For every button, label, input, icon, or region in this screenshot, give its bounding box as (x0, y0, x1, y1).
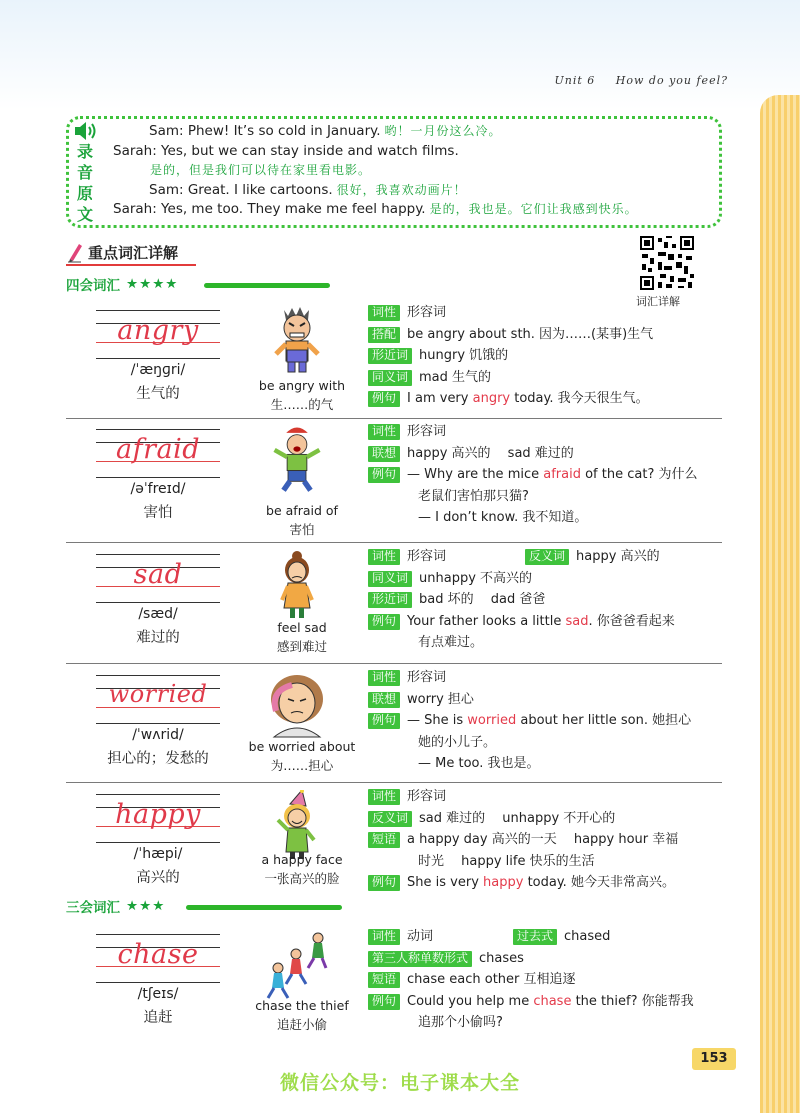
audio-transcript-box (66, 116, 722, 228)
example-post: about her little son. 她担心 (516, 713, 692, 728)
info-row (368, 388, 722, 410)
level-four-header (66, 274, 178, 294)
info-row (368, 443, 722, 465)
guide-line (96, 723, 220, 724)
phrase-continuation: 时光 happy life 快乐的生活 (418, 853, 595, 869)
gloss: 难过的 (136, 630, 180, 646)
info-row (368, 568, 722, 590)
info-row (368, 345, 722, 367)
info-row (368, 808, 722, 830)
info-row (368, 367, 722, 389)
tag-antonym: 反义词 (368, 811, 412, 827)
example-text (407, 710, 691, 732)
example-pre: Your father looks a little (407, 613, 566, 629)
example-highlight: happy (483, 875, 524, 890)
guide-line (96, 794, 220, 795)
audio-line-en: Sarah: Yes, me too. They make me feel happy. (113, 201, 426, 217)
level-stars: ★★★ (126, 898, 166, 914)
info-row (368, 1012, 722, 1034)
headword-box (96, 934, 220, 984)
example-post: today. 她今天非常高兴。 (523, 875, 675, 890)
tag-example: 例句 (368, 875, 400, 891)
footer-watermark: 微信公众号：电子课本大全 (279, 1072, 520, 1094)
info-row (368, 732, 722, 754)
example-continuation: 她的小儿子。 (418, 734, 497, 750)
info-text: happy 高兴的 sad 难过的 (407, 445, 574, 461)
caption-cn: 害怕 (289, 522, 315, 537)
example-post: . 你爸爸看起来 (588, 613, 675, 629)
headword-box (96, 675, 220, 725)
vocab-entry-worried (66, 667, 722, 787)
example-pre: Could you help me (407, 993, 534, 1009)
info-text: 形容词 (407, 789, 447, 804)
caption-cn: 生……的气 (270, 397, 334, 412)
tag-pos: 词性 (368, 670, 400, 686)
example-reply: — I don’t know. 我不知道。 (418, 510, 588, 525)
info-row (368, 829, 722, 851)
info-text: chase each other 互相追逐 (407, 972, 576, 987)
info-row (368, 710, 722, 732)
vocab-entry-happy (66, 786, 722, 898)
info-row (368, 324, 722, 346)
info-text: chases (479, 950, 524, 966)
tag-antonym: 反义词 (525, 549, 569, 565)
level-label: 三会词汇 (66, 900, 120, 916)
example-text (407, 611, 675, 633)
level-bar (186, 905, 342, 910)
caption-en: chase the thief (255, 998, 349, 1013)
audio-lines (113, 122, 711, 220)
example-continuation: 追那个小偷吗? (418, 1015, 503, 1030)
example-text (407, 991, 694, 1013)
running-head-title: How do you feel? (615, 74, 728, 87)
example-reply: — Me too. 我也是。 (418, 756, 540, 771)
guide-line (96, 982, 220, 983)
picture-caption (242, 618, 362, 656)
caption-cn: 一张高兴的脸 (264, 871, 340, 886)
example-highlight: afraid (543, 467, 581, 482)
info-text: 动词 (407, 929, 434, 944)
info-text: hungry 饥饿的 (419, 348, 509, 363)
example-text (407, 872, 675, 894)
info-text: sad 难过的 unhappy 不开心的 (419, 810, 616, 826)
entry-info (368, 926, 722, 1034)
qr-code-icon[interactable] (640, 236, 694, 290)
entry-divider (66, 542, 722, 543)
gloss: 追赶 (143, 1010, 173, 1026)
info-row (368, 546, 722, 568)
worried-woman-illustration (262, 671, 332, 741)
entry-divider (66, 663, 722, 664)
info-row (368, 611, 722, 633)
phonetic: /sæd/ (138, 606, 178, 622)
entry-info (368, 302, 722, 410)
guide-line (96, 842, 220, 843)
info-row (368, 667, 722, 689)
phonetic: /ˈæŋɡri/ (130, 362, 186, 378)
tag-phrase: 短语 (368, 832, 400, 848)
info-text: chased (564, 929, 611, 944)
headword: worried (108, 680, 208, 708)
level-bar (204, 283, 330, 288)
vocab-entry-sad (66, 546, 722, 664)
entry-divider (66, 782, 722, 783)
caption-en: a happy face (261, 852, 343, 867)
section-underline (66, 264, 196, 266)
tag-synonym: 同义词 (368, 370, 412, 386)
info-row (368, 507, 722, 529)
running-head (538, 74, 728, 87)
caption-en: be afraid of (266, 503, 338, 518)
section-title (66, 240, 178, 264)
vocab-entry-angry (66, 302, 722, 418)
sad-girl-illustration (262, 550, 332, 620)
info-row (368, 969, 722, 991)
audio-line (113, 181, 711, 201)
guide-line (96, 934, 220, 935)
level-label: 四会词汇 (66, 278, 120, 294)
phonetic: /ˈwʌrid/ (132, 727, 184, 743)
example-text (407, 464, 697, 486)
picture-caption (242, 501, 362, 539)
tag-third-person: 第三人称单数形式 (368, 951, 472, 967)
guide-line (96, 675, 220, 676)
guide-line (96, 554, 220, 555)
info-row (368, 753, 722, 775)
example-highlight: chase (533, 993, 572, 1009)
entry-info (368, 421, 722, 529)
headword: angry (117, 315, 199, 346)
running-head-unit: Unit 6 (554, 74, 596, 87)
tag-example: 例句 (368, 614, 400, 630)
audio-line-en: Sam: Phew! It’s so cold in January. (149, 123, 381, 139)
info-row (368, 872, 722, 894)
info-text: 形容词 (407, 424, 447, 439)
audio-line (113, 200, 711, 220)
tag-example: 例句 (368, 391, 400, 407)
entry-info (368, 546, 722, 654)
info-text: unhappy 不高兴的 (419, 570, 533, 586)
tag-pos: 词性 (368, 424, 400, 440)
caption-en: be angry with (258, 378, 346, 393)
entry-info (368, 786, 722, 894)
info-row (368, 589, 722, 611)
audio-line-en: Sarah: Yes, but we can stay inside and watch films. (113, 142, 459, 159)
info-text: be angry about sth. 因为……(某事)生气 (407, 326, 654, 342)
info-row (368, 421, 722, 443)
tag-example: 例句 (368, 713, 400, 729)
example-post: of the cat? 为什么 (580, 467, 698, 482)
audio-line (113, 122, 711, 142)
example-continuation: 老鼠们害怕那只猫? (418, 488, 529, 504)
afraid-boy-illustration (262, 423, 332, 493)
info-row (368, 486, 722, 508)
headword-box (96, 794, 220, 844)
info-row (368, 851, 722, 873)
tag-pos: 词性 (368, 929, 400, 945)
guide-line (96, 602, 220, 603)
audio-line (113, 142, 711, 162)
audio-line-cn: 是的，我也是。它们让我感到快乐。 (429, 202, 638, 216)
info-row (368, 786, 722, 808)
audio-line-cn: 哟！一月份这么冷。 (384, 124, 502, 138)
info-row (368, 948, 722, 970)
tag-similar: 形近词 (368, 592, 412, 608)
guide-line (96, 310, 220, 311)
info-text: a happy day 高兴的一天 happy hour 幸福 (407, 832, 679, 847)
example-text (407, 388, 649, 410)
chase-thief-illustration (262, 930, 332, 1000)
guide-line (96, 429, 220, 430)
phonetic: /əˈfreɪd/ (130, 481, 186, 497)
audio-transcript-label: 录音原文 (76, 142, 93, 224)
tag-pos: 词性 (368, 549, 400, 565)
level-stars: ★★★★ (126, 276, 179, 292)
picture-caption (242, 376, 362, 414)
example-continuation: 有点难过。 (418, 635, 484, 650)
entry-info (368, 667, 722, 775)
guide-line (96, 477, 220, 478)
audio-line (113, 161, 711, 181)
audio-line-cn: 是的，但是我们可以待在家里看电影。 (150, 163, 372, 177)
example-post: the thief? 你能帮我 (571, 993, 694, 1009)
picture-caption (242, 850, 362, 888)
info-row (368, 464, 722, 486)
info-text: mad 生气的 (419, 369, 492, 385)
info-row (368, 926, 722, 948)
tag-association: 联想 (368, 692, 400, 708)
example-highlight: angry (472, 391, 511, 406)
example-highlight: sad (565, 613, 589, 629)
entry-divider (66, 418, 722, 419)
info-text: happy 高兴的 (576, 549, 660, 564)
headword-box (96, 554, 220, 604)
audio-line-en: Sam: Great. I like cartoons. (149, 181, 333, 198)
pencil-icon (66, 241, 84, 263)
info-row (368, 302, 722, 324)
angry-boy-illustration (262, 306, 332, 376)
gloss: 害怕 (143, 505, 173, 521)
example-pre: — She is (407, 713, 468, 728)
picture-caption (242, 996, 362, 1034)
tag-similar: 形近词 (368, 348, 412, 364)
info-text: 形容词 (407, 670, 447, 685)
caption-cn: 为……担心 (270, 758, 334, 773)
gloss: 高兴的 (136, 870, 180, 886)
tag-example: 例句 (368, 467, 400, 483)
info-text: 形容词 (407, 305, 447, 320)
qr-label: 词汇详解 (636, 295, 680, 308)
info-row (368, 689, 722, 711)
info-row (368, 991, 722, 1013)
guide-line (96, 358, 220, 359)
picture-caption (242, 737, 362, 775)
headword: happy (115, 799, 201, 830)
tag-synonym: 同义词 (368, 571, 412, 587)
tag-pos: 词性 (368, 789, 400, 805)
tag-past: 过去式 (513, 929, 557, 945)
tag-association: 联想 (368, 446, 400, 462)
page-number: 153 (692, 1048, 736, 1070)
audio-line-cn: 很好，我喜欢动画片！ (336, 182, 467, 197)
example-pre: She is very (407, 875, 484, 890)
caption-en: be worried about (248, 739, 356, 754)
headword: chase (117, 939, 199, 970)
info-text: bad 坏的 dad 爸爸 (419, 592, 546, 607)
headword-box (96, 429, 220, 479)
info-text: worry 担心 (407, 691, 474, 707)
tag-pos: 词性 (368, 305, 400, 321)
headword-box (96, 310, 220, 360)
speaker-icon[interactable] (73, 119, 99, 143)
tag-collocation: 搭配 (368, 327, 400, 343)
example-pre: — Why are the mice (407, 467, 544, 482)
info-text: 形容词 (407, 549, 447, 564)
headword: sad (133, 559, 183, 590)
caption-cn: 追赶小偷 (276, 1017, 327, 1032)
caption-cn: 感到难过 (276, 639, 327, 654)
section-title-text: 重点词汇详解 (88, 243, 179, 262)
caption-en: feel sad (277, 620, 327, 635)
vocab-entry-afraid (66, 421, 722, 541)
headword: afraid (115, 434, 200, 465)
level-three-header (66, 896, 165, 916)
info-row (368, 632, 722, 654)
gloss: 担心的；发愁的 (107, 751, 209, 767)
phonetic: /tʃeɪs/ (137, 986, 179, 1002)
tag-example: 例句 (368, 994, 400, 1010)
gloss: 生气的 (136, 386, 180, 402)
vocab-entry-chase (66, 926, 722, 1038)
example-post: today. 我今天很生气。 (510, 391, 649, 406)
example-pre: I am very (407, 391, 473, 406)
tag-phrase: 短语 (368, 972, 400, 988)
phonetic: /ˈhæpi/ (133, 846, 183, 862)
example-highlight: worried (467, 713, 517, 728)
